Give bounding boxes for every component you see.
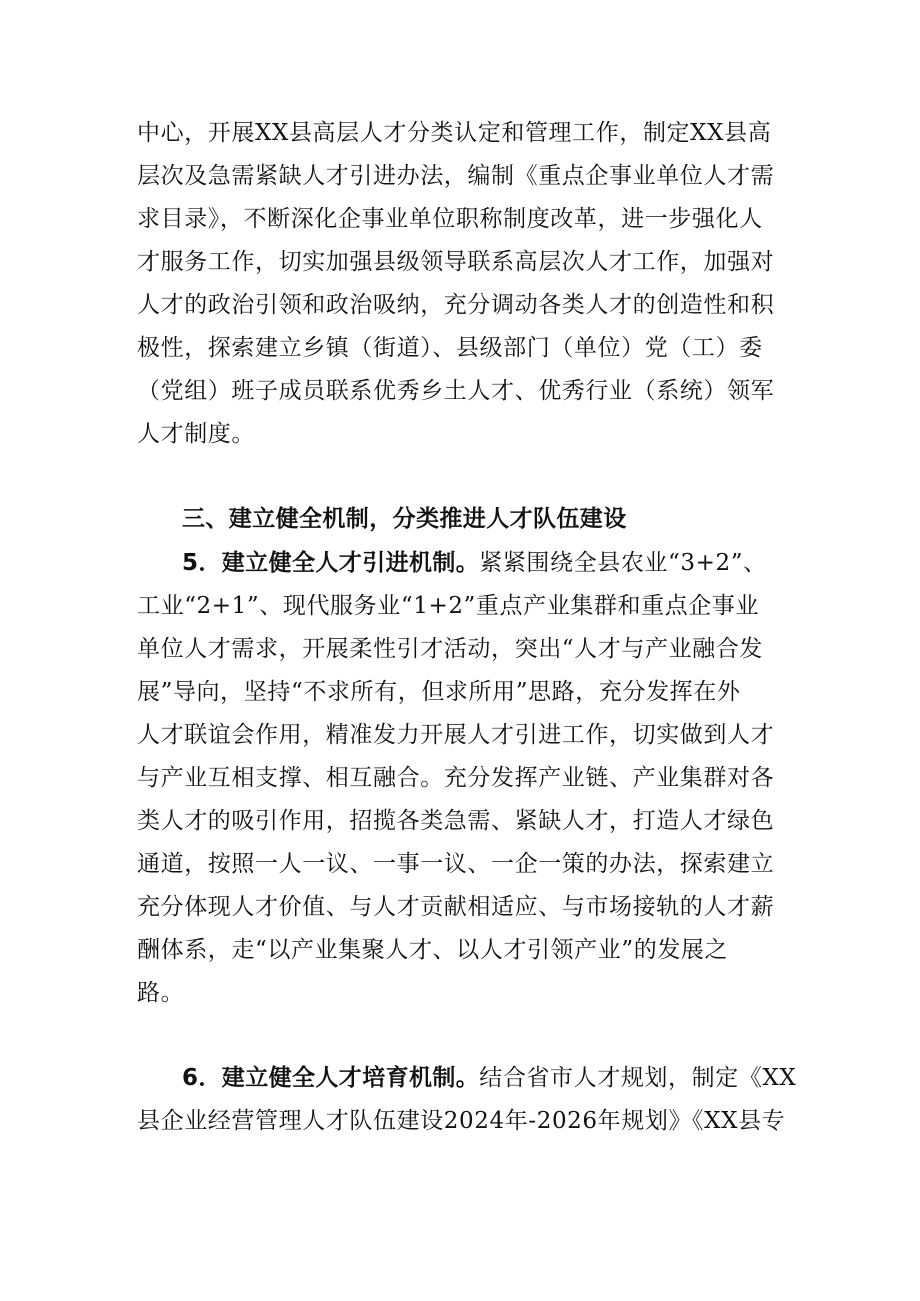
paragraph-first-line bbox=[182, 1063, 796, 1093]
text-line: 类人才的吸引作用，招揽各类急需、紧缺人才，打造人才绿色 bbox=[137, 808, 775, 834]
paragraph-title: 5．建立健全人才引进机制。 bbox=[182, 550, 480, 576]
section-heading: 三、建立健全机制，分类推进人才队伍建设 bbox=[182, 506, 627, 532]
paragraph-title: 6．建立健全人才培育机制。 bbox=[182, 1065, 480, 1091]
text-line: 单位人才需求，开展柔性引才活动，突出“人才与产业融合发 bbox=[137, 636, 763, 662]
paragraph-first-line bbox=[182, 548, 767, 578]
text-line: 路。 bbox=[137, 980, 185, 1006]
text-line: 人才联谊会作用，精准发力开展人才引进工作，切实做到人才 bbox=[137, 722, 775, 748]
text-line: 人才制度。 bbox=[137, 421, 255, 447]
text-line: 县企业经营管理人才队伍建设2024年-2026年规划》《XX县专 bbox=[137, 1108, 786, 1134]
paragraph-text: 紧紧围绕全县农业“3+2”、 bbox=[479, 550, 767, 576]
paragraph-text: 结合省市人才规划，制定《XX bbox=[479, 1065, 797, 1091]
text-line: 与产业互相支撑、相互融合。充分发挥产业链、产业集群对各 bbox=[137, 765, 775, 791]
text-line: 通道，按照一人一议、一事一议、一企一策的办法，探索建立 bbox=[137, 851, 775, 877]
text-line: 充分体现人才价值、与人才贡献相适应、与市场接轨的人才薪 bbox=[137, 894, 775, 920]
text-line: 求目录》，不断深化企事业单位职称制度改革，进一步强化人 bbox=[137, 206, 763, 232]
text-line: （党组）班子成员联系优秀乡土人才、优秀行业（系统）领军 bbox=[137, 378, 775, 404]
text-line: 层次及急需紧缺人才引进办法，编制《重点企事业单位人才需 bbox=[137, 163, 775, 189]
text-line: 工业“2+1”、现代服务业“1+2”重点产业集群和重点企事业 bbox=[137, 593, 760, 619]
text-line: 展”导向，坚持“不求所有，但求所用”思路，充分发挥在外 bbox=[137, 679, 741, 705]
text-line: 中心，开展XX县高层人才分类认定和管理工作，制定XX县高 bbox=[137, 120, 772, 146]
text-line: 才服务工作，切实加强县级领导联系高层次人才工作，加强对 bbox=[137, 249, 775, 275]
text-line: 酬体系，走“以产业集聚人才、以人才引领产业”的发展之 bbox=[137, 937, 729, 963]
text-line: 极性，探索建立乡镇（街道）、县级部门（单位）党（工）委 bbox=[137, 335, 763, 361]
text-line: 人才的政治引领和政治吸纳，充分调动各类人才的创造性和积 bbox=[137, 292, 775, 318]
